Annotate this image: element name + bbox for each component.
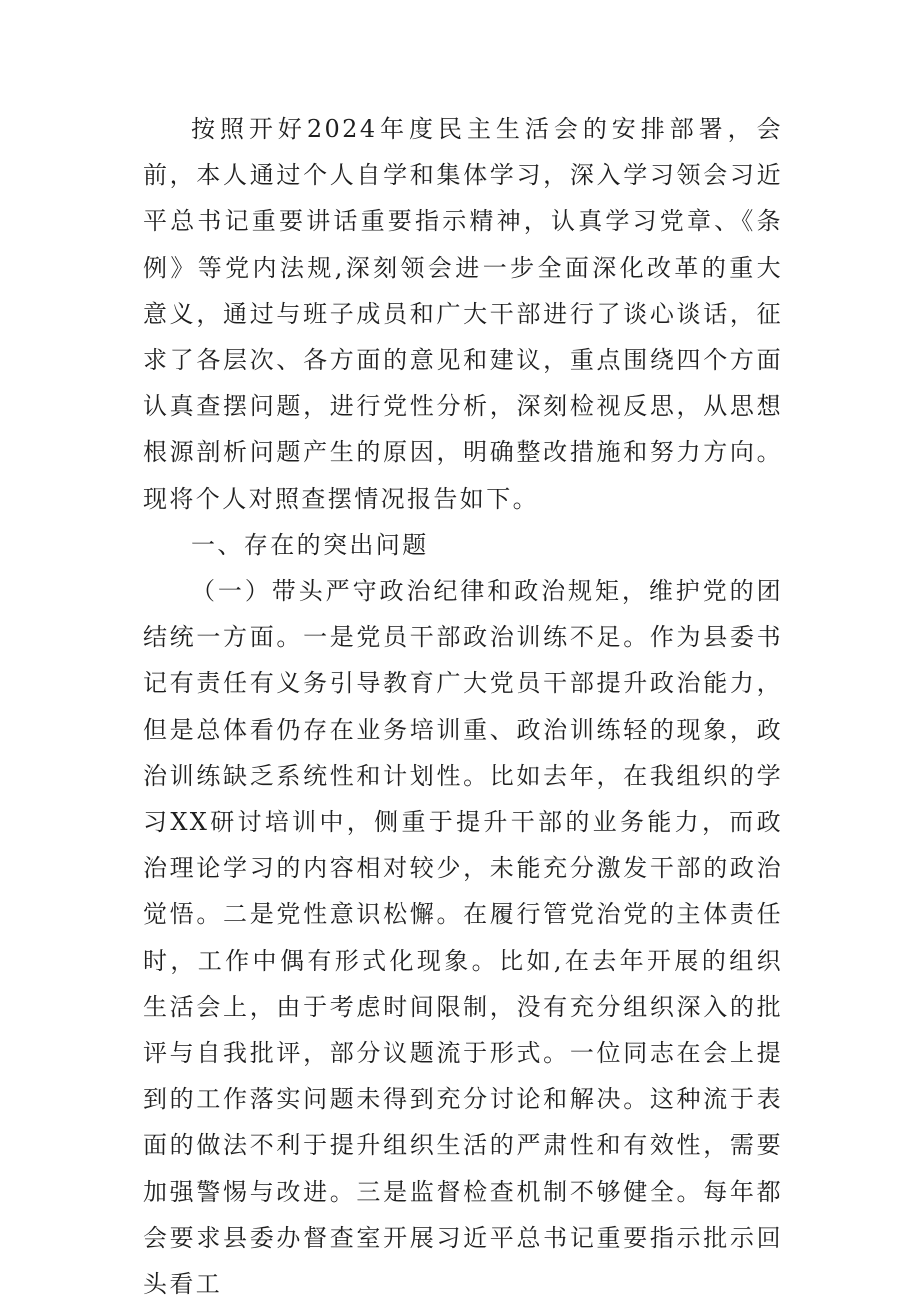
subsection-paragraph: （一）带头严守政治纪律和政治规矩，维护党的团结统一方面。一是党员干部政治训练不足。作为县委书记有责任有义务引导教育广大党员干部提升政治能力，但是总体看仍存在业务培训重、政治训练轻的现象，政治训练缺乏系统性和计划性。比如去年，在我组织的学习XX研讨培训中，侧重于提升干部的业务能力，而政治理论学习的内容相对较少，未能充分激发干部的政治觉悟。二是党性意识松懈。在履行管党治党的主体责任时，工作中偶有形式化现象。比如,在去年开展的组织生活会上，由于考虑时间限制，没有充分组织深入的批评与自我批评，部分议题流于形式。一位同志在会上提到的工作落实问题未得到充分讨论和解决。这种流于表面的做法不利于提升组织生活的严肃性和有效性，需要加强警惕与改进。三是监督检查机制不够健全。每年都会要求县委办督查室开展习近平总书记重要指示批示回头看工: [143, 577, 783, 1299]
intro-paragraph: 按照开好2024年度民主生活会的安排部署，会前，本人通过个人自学和集体学习，深入学习领会习近平总书记重要讲话重要指示精神，认真学习党章、《条例》等党内法规,深刻领会进一步全面深化改革的重大意义，通过与班子成员和广大干部进行了谈心谈话，征求了各层次、各方面的意见和建议，重点围绕四个方面认真查摆问题，进行党性分析，深刻检视反思，从思想根源剖析问题产生的原因，明确整改措施和努力方向。现将个人对照查摆情况报告如下。: [143, 115, 783, 513]
section-heading: 一、存在的突出问题: [191, 530, 429, 559]
document-body: [143, 106, 783, 1307]
